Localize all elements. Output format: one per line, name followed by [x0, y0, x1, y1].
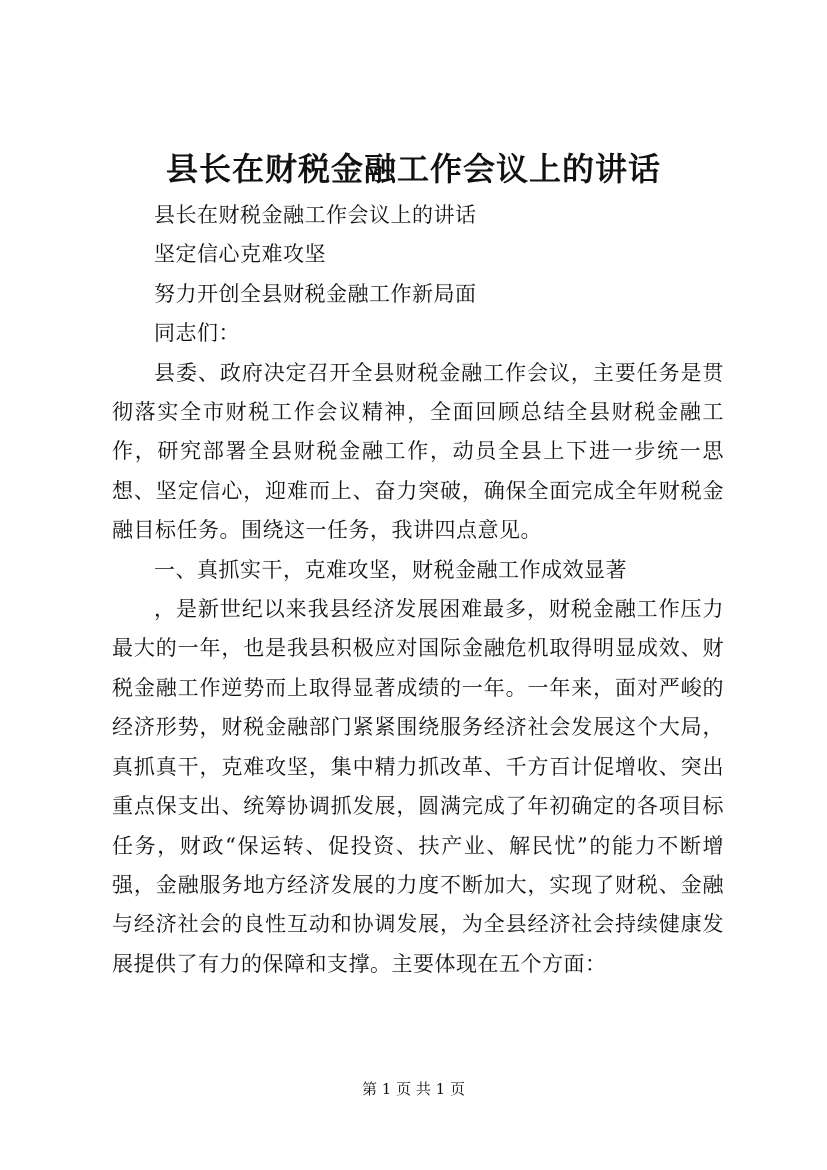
paragraph-subtitle-2: 努力开创全县财税金融工作新局面 — [154, 281, 477, 306]
document-body — [112, 196, 724, 984]
paragraph-salutation: 同志们： — [154, 321, 240, 346]
page-footer: 第 1 页 共 1 页 — [362, 1080, 465, 1098]
paragraph-section-heading: 一、真抓实干，克难攻坚，财税金融工作成效显著 — [154, 557, 627, 582]
paragraph-subtitle-1: 坚定信心克难攻坚 — [154, 242, 326, 267]
paragraph-heading-repeat: 县长在财税金融工作会议上的讲话 — [154, 203, 477, 227]
paragraph-intro: 县委、政府决定召开全县财税金融工作会议，主要任务是贯彻落实全市财税工作会议精神，全面回顾总结全县财税金融工作，研究部署全县财税金融工作，动员全县上下进一步统一思想、坚定信心，迎难而上、奋力突破，确保全面完成全年财税金融目标任务。围绕这一任务，我讲四点意见。 — [112, 360, 724, 543]
paragraph-section-body: ，是新世纪以来我县经济发展困难最多，财税金融工作压力最大的一年，也是我县积极应对国际金融危机取得明显成效、财税金融工作逆势而上取得显著成绩的一年。一年来，面对严峻的经济形势，财税金融部门紧紧围绕服务经济社会发展这个大局，真抓真干，克难攻坚，集中精力抓改革、千方百计促增收、突出重点保支出、统筹协调抓发展，圆满完成了年初确定的各项目标任务，财政“保运转、促投资、扶产业、解民忧”的能力不断增强，金融服务地方经济发展的力度不断加大，实现了财税、金融与经济社会的良性互动和协调发展，为全县经济社会持续健康发展提供了有力的保障和支撑。主要体现在五个方面： — [112, 597, 724, 976]
document-title: 县长在财税金融工作会议上的讲话 — [165, 150, 661, 188]
